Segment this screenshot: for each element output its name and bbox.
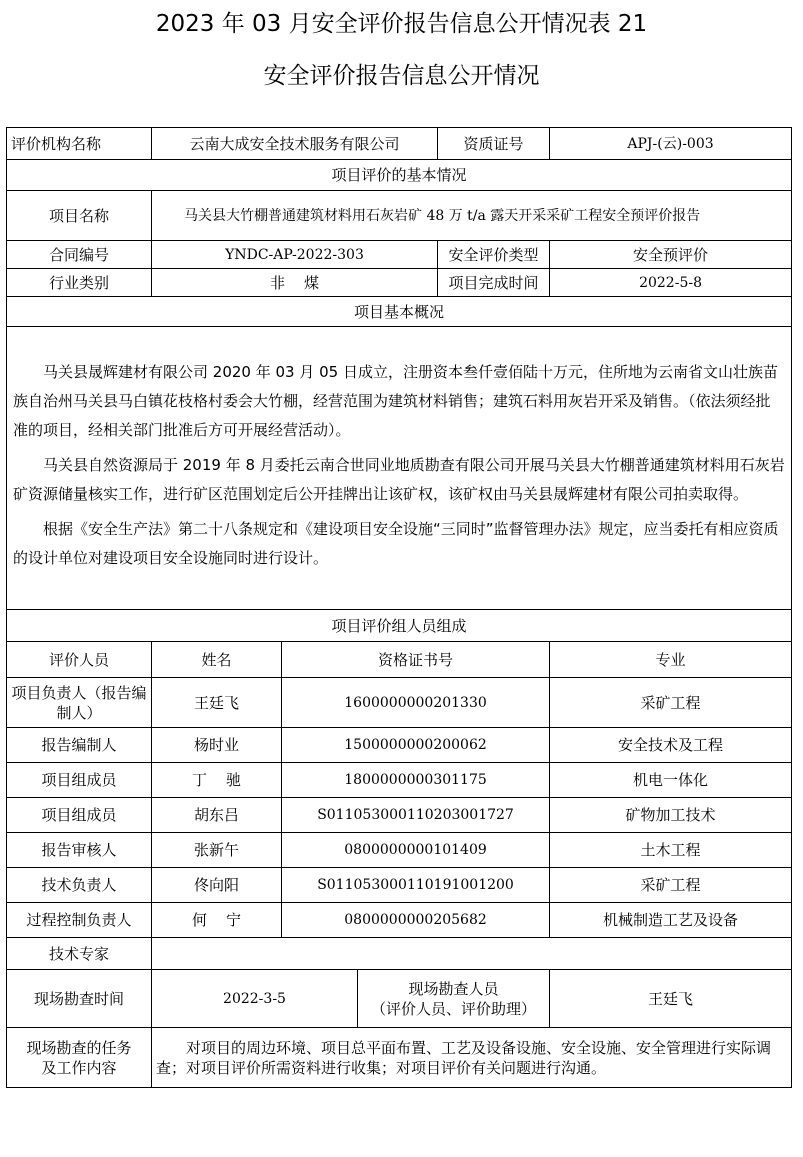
team-role: 项目负责人（报告编制人） <box>7 678 152 728</box>
overview-text <box>7 327 792 610</box>
cert-value: APJ-(云)-003 <box>550 128 792 160</box>
survey-staff-label-line: 现场勘查人员 <box>408 979 499 998</box>
overview-paragraph: 马关县自然资源局于 2019 年 8 月委托云南合世同业地质勘查有限公司开展马关县大竹棚普通建筑材料用石灰岩矿资源储量核实工作，进行矿区范围划定后公开挂牌出让该矿权，该矿权由马关县晟辉建材有限公司拍卖取得。 <box>13 455 785 503</box>
team-row <box>7 678 792 728</box>
team-cert: 1600000000201330 <box>282 678 550 728</box>
team-section-title: 项目评价组人员组成 <box>7 610 792 642</box>
survey-staff-value: 王廷飞 <box>550 970 792 1028</box>
team-header-cert: 资格证书号 <box>282 642 550 678</box>
team-major: 采矿工程 <box>550 678 792 728</box>
team-cert: 1500000000200062 <box>282 728 550 763</box>
team-row <box>7 763 792 798</box>
overview-paragraph: 马关县晟辉建材有限公司 2020 年 03 月 05 日成立，注册资本叁仟壹佰陆十万元，住所地为云南省文山壮族苗族自治州马关县马白镇花枝格村委会大竹棚，经营范围为建筑材料销售；建筑石料用灰岩开采及销售。（依法须经批准的项目，经相关部门批准后方可开展经营活动）。 <box>13 362 778 439</box>
team-role: 报告编制人 <box>7 728 152 763</box>
team-name: 王廷飞 <box>152 678 282 728</box>
industry-row <box>7 269 792 297</box>
overview-row <box>7 327 792 610</box>
org-name: 云南大成安全技术服务有限公司 <box>152 128 438 160</box>
team-cert: 0800000000101409 <box>282 833 550 868</box>
overview-section-title: 项目基本概况 <box>7 297 792 327</box>
task-label-line: 现场勘查的任务 <box>26 1038 132 1057</box>
task-label <box>7 1028 152 1088</box>
team-row <box>7 903 792 938</box>
task-label-line: 及工作内容 <box>41 1058 117 1077</box>
finish-value: 2022-5-8 <box>550 269 792 297</box>
team-major: 采矿工程 <box>550 868 792 903</box>
team-major: 机械制造工艺及设备 <box>550 903 792 938</box>
industry-label: 行业类别 <box>7 269 152 297</box>
team-name: 杨时业 <box>152 728 282 763</box>
document-title: 2023 年 03 月安全评价报告信息公开情况表 21 <box>155 11 648 37</box>
team-name: 何 宁 <box>152 903 282 938</box>
eval-type-label: 安全评价类型 <box>438 241 550 269</box>
task-value: 对项目的周边环境、项目总平面布置、工艺及设备设施、安全设施、安全管理进行实际调查；对项目评价所需资料进行收集；对项目评价有关问题进行沟通。 <box>152 1028 792 1088</box>
project-name-label: 项目名称 <box>7 191 152 241</box>
industry-value: 非 煤 <box>152 269 438 297</box>
team-cert: S011053000110191001200 <box>282 868 550 903</box>
team-cert: 1800000000301175 <box>282 763 550 798</box>
team-row <box>7 798 792 833</box>
basic-section-title: 项目评价的基本情况 <box>7 160 792 191</box>
team-cert: S011053000110203001727 <box>282 798 550 833</box>
team-row <box>7 868 792 903</box>
finish-label: 项目完成时间 <box>438 269 550 297</box>
document-subtitle: 安全评价报告信息公开情况 <box>263 63 540 89</box>
survey-time-label: 现场勘查时间 <box>7 970 152 1028</box>
team-header-role: 评价人员 <box>7 642 152 678</box>
team-name: 佟向阳 <box>152 868 282 903</box>
team-row <box>7 728 792 763</box>
team-header-major: 专业 <box>550 642 792 678</box>
contract-row <box>7 241 792 269</box>
team-role: 技术负责人 <box>7 868 152 903</box>
project-name-value: 马关县大竹棚普通建筑材料用石灰岩矿 48 万 t/a 露天开采采矿工程安全预评价报告 <box>152 191 792 241</box>
team-role: 项目组成员 <box>7 763 152 798</box>
team-role: 项目组成员 <box>7 798 152 833</box>
org-row <box>7 128 792 160</box>
team-name: 张新午 <box>152 833 282 868</box>
overview-paragraph: 根据《安全生产法》第二十八条规定和《建设项目安全设施“三同时”监督管理办法》规定，应当委托有相应资质的设计单位对建设项目安全设施同时进行设计。 <box>13 519 779 567</box>
contract-value: YNDC-AP-2022-303 <box>152 241 438 269</box>
expert-label: 技术专家 <box>7 938 152 970</box>
task-row <box>7 1028 792 1088</box>
team-major: 矿物加工技术 <box>550 798 792 833</box>
project-name-row <box>7 191 792 241</box>
team-header-row <box>7 642 792 678</box>
expert-row <box>7 938 792 970</box>
team-cert: 0800000000205682 <box>282 903 550 938</box>
info-table <box>6 127 792 1088</box>
cert-label: 资质证号 <box>438 128 550 160</box>
info-table-container <box>6 127 791 1088</box>
team-header-name: 姓名 <box>152 642 282 678</box>
survey-row <box>7 970 792 1028</box>
eval-type-value: 安全预评价 <box>550 241 792 269</box>
survey-time-value: 2022-3-5 <box>152 970 358 1028</box>
survey-staff-label-line: （评价人员、评价助理） <box>371 999 537 1018</box>
team-major: 机电一体化 <box>550 763 792 798</box>
survey-staff-label <box>358 970 550 1028</box>
team-name: 胡东吕 <box>152 798 282 833</box>
contract-label: 合同编号 <box>7 241 152 269</box>
org-label: 评价机构名称 <box>7 128 152 160</box>
team-major: 安全技术及工程 <box>550 728 792 763</box>
team-name: 丁 驰 <box>152 763 282 798</box>
team-major: 土木工程 <box>550 833 792 868</box>
team-row <box>7 833 792 868</box>
team-role: 报告审核人 <box>7 833 152 868</box>
expert-value <box>152 938 792 970</box>
team-role: 过程控制负责人 <box>7 903 152 938</box>
